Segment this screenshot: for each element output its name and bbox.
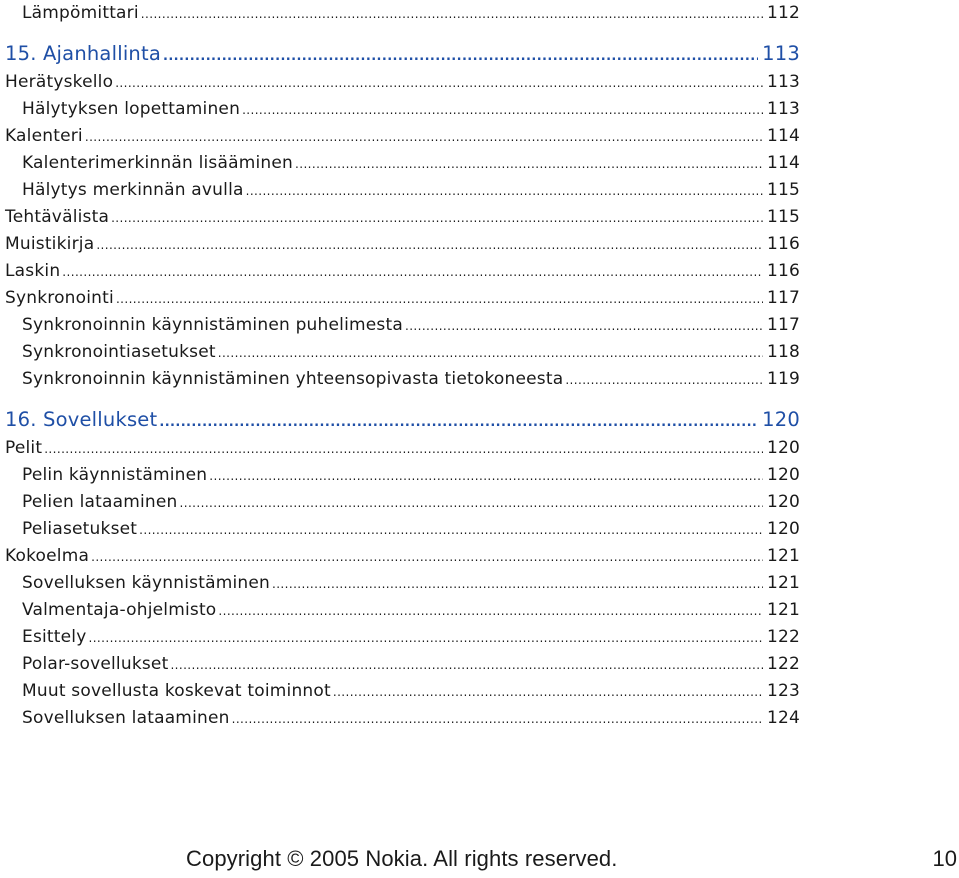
dot-leader [246,177,763,205]
toc-entry[interactable] [5,678,800,705]
toc-entry-title: Pelien lataaminen [22,492,178,512]
toc-entry-page: 114 [766,126,800,146]
toc-entry-title: Hälytyksen lopettaminen [22,99,241,119]
toc-entry[interactable] [5,543,800,570]
toc-entry[interactable] [5,462,800,489]
dot-leader [96,231,763,259]
toc-entry-page: 121 [766,600,800,620]
toc-entry[interactable] [5,516,800,543]
toc-entry[interactable] [5,285,800,312]
toc-entry[interactable] [5,231,800,258]
chapter-title: 15. Ajanhallinta [5,42,161,65]
toc-entry-page: 120 [766,519,800,539]
toc-entry-title: Peliasetukset [22,519,138,539]
dot-leader [180,489,763,517]
page-number: 10 [932,846,957,871]
toc-entry-page: 124 [766,708,800,728]
dot-leader [89,624,763,652]
dot-leader [62,258,763,286]
dot-leader [139,516,763,544]
toc-entry[interactable] [5,69,800,96]
dot-leader [565,366,763,394]
dot-leader [232,705,763,733]
dot-leader [91,543,763,571]
dot-leader [115,69,763,97]
toc-entry-page: 112 [766,3,800,23]
dot-leader [170,651,762,679]
dot-leader [218,339,763,367]
toc-entry[interactable] [5,651,800,678]
toc-entry-title: Hälytys merkinnän avulla [22,180,244,200]
chapter-16-entries [5,435,800,732]
toc-entry[interactable] [5,366,800,393]
toc-entry-title: Synkronointiasetukset [22,342,216,362]
copyright-notice: Copyright © 2005 Nokia. All rights reserved. [186,846,618,871]
dot-leader [405,312,763,340]
toc-entry-page: 121 [766,546,800,566]
toc-entry-page: 117 [766,288,800,308]
toc-entry-page: 113 [766,99,800,119]
dot-leader [218,597,763,625]
toc-entry-page: 113 [766,72,800,92]
toc-entry-title: Valmentaja-ohjelmisto [22,600,217,620]
toc-entry[interactable] [5,177,800,204]
toc-entry[interactable] [5,96,800,123]
toc-entry[interactable] [5,204,800,231]
toc-entry-title: Pelit [5,438,43,458]
dot-leader [111,204,763,232]
chapter-page: 120 [762,408,800,431]
toc-entry-page: 122 [766,627,800,647]
toc-entry-title: Synkronoinnin käynnistäminen yhteensopivasta tietokoneesta [22,369,564,389]
toc-entry[interactable] [5,339,800,366]
dot-leader [295,150,763,178]
toc-entry-lampomittari[interactable] [5,0,800,27]
toc-entry-page: 115 [766,207,800,227]
dot-leader [44,435,763,463]
dot-leader [141,0,763,28]
toc-entry-page: 116 [766,234,800,254]
dot-leader [163,39,758,72]
toc-entry-page: 116 [766,261,800,281]
chapter-title: 16. Sovellukset [5,408,158,431]
toc-entry-page: 114 [766,153,800,173]
toc-entry[interactable] [5,705,800,732]
toc-entry-title: Muut sovellusta koskevat toiminnot [22,681,331,701]
toc-entry[interactable] [5,150,800,177]
toc-entry-title: Sovelluksen lataaminen [22,708,230,728]
toc-entry[interactable] [5,435,800,462]
toc-entry-title: Herätyskello [5,72,114,92]
toc-entry-title: Kokoelma [5,546,90,566]
toc-entry[interactable] [5,570,800,597]
dot-leader [242,96,763,124]
toc-entry-title: Kalenterimerkinnän lisääminen [22,153,294,173]
toc-chapter-15[interactable] [5,39,800,69]
toc-entry-title: Tehtävälista [5,207,110,227]
toc-entry-title: Polar-sovellukset [22,654,169,674]
chapter-15-entries [5,69,800,393]
toc-entry-title: Synkronoinnin käynnistäminen puhelimesta [22,315,403,335]
toc-entry[interactable] [5,489,800,516]
toc-entry-page: 121 [766,573,800,593]
table-of-contents [5,0,800,732]
dot-leader [116,285,763,313]
toc-entry-page: 120 [766,465,800,485]
toc-entry-title: Kalenteri [5,126,83,146]
toc-entry[interactable] [5,258,800,285]
toc-entry-page: 122 [766,654,800,674]
toc-entry-page: 118 [766,342,800,362]
toc-entry-title: Esittely [22,627,87,647]
toc-entry-page: 120 [766,492,800,512]
toc-entry-title: Pelin käynnistäminen [22,465,208,485]
toc-chapter-16[interactable] [5,405,800,435]
dot-leader [209,462,763,490]
toc-entry[interactable] [5,123,800,150]
dot-leader [85,123,763,151]
dot-leader [272,570,763,598]
toc-entry-page: 119 [766,369,800,389]
chapter-page: 113 [762,42,800,65]
toc-entry[interactable] [5,597,800,624]
toc-entry-page: 123 [766,681,800,701]
toc-entry[interactable] [5,312,800,339]
toc-entry-title: Sovelluksen käynnistäminen [22,573,270,593]
toc-entry-title: Laskin [5,261,61,281]
toc-entry-title: Muistikirja [5,234,95,254]
dot-leader [333,678,763,706]
toc-entry[interactable] [5,624,800,651]
toc-entry-title: Lämpömittari [22,3,139,23]
toc-entry-page: 115 [766,180,800,200]
toc-entry-page: 117 [766,315,800,335]
toc-entry-page: 120 [766,438,800,458]
dot-leader [159,405,758,438]
page-footer [0,846,959,876]
toc-entry-title: Synkronointi [5,288,114,308]
